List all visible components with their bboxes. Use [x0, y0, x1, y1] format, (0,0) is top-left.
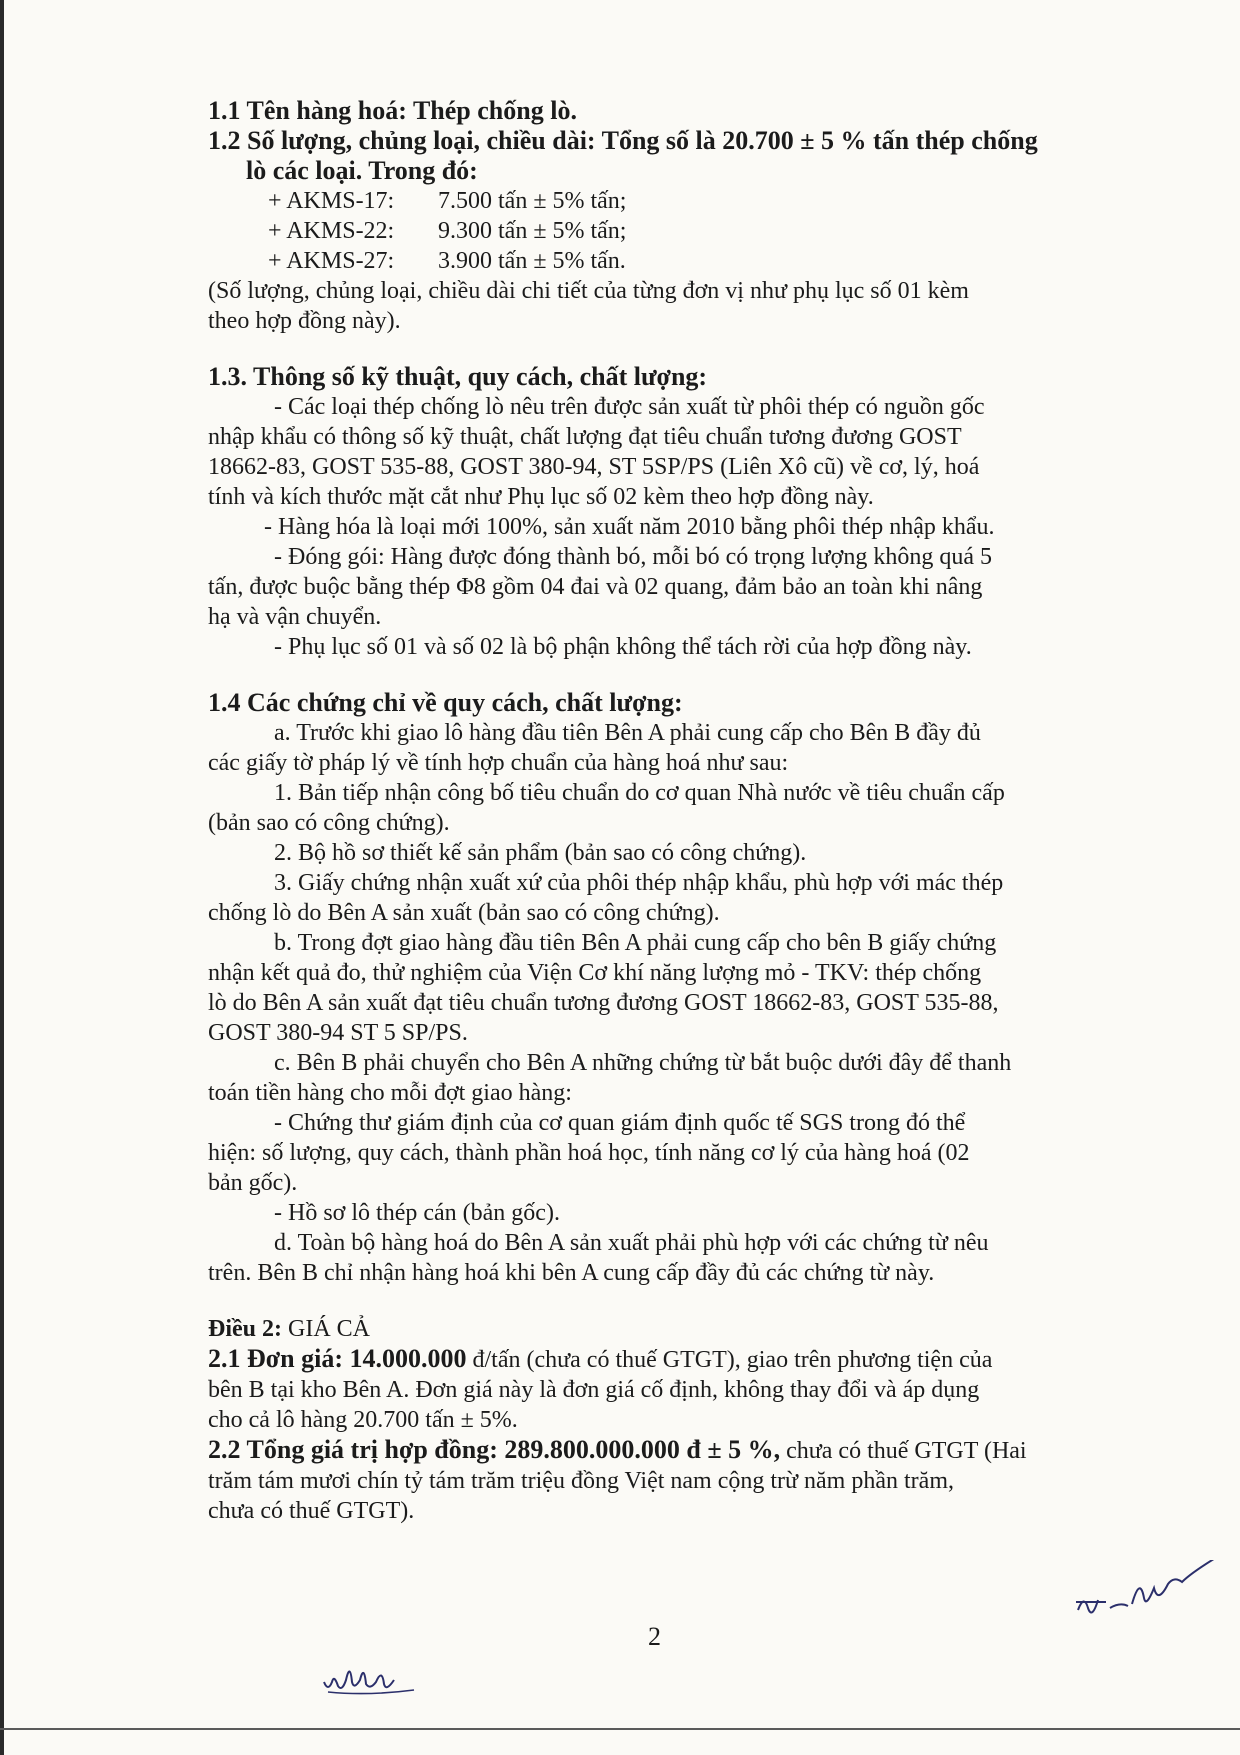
- item-code: + AKMS-27:: [268, 248, 395, 274]
- item-amount: 3.900 tấn ± 5% tấn.: [438, 248, 626, 274]
- note-line2: theo hợp đồng này).: [208, 308, 401, 334]
- list-item-akms-27: [208, 246, 1138, 276]
- paragraph-line: các giấy tờ pháp lý về tính hợp chuẩn của hàng hoá như sau:: [208, 750, 789, 776]
- page-edge: [0, 0, 4, 1755]
- paragraph-line: - Phụ lục số 01 và số 02 là bộ phận không thể tách rời của hợp đồng này.: [274, 634, 972, 660]
- list-item-akms-22: [208, 216, 1138, 246]
- paragraph-line: GOST 380-94 ST 5 SP/PS.: [208, 1020, 468, 1046]
- initials-signature-bottom: [318, 1652, 428, 1702]
- section-2-2-text: chưa có thuế GTGT (Hai: [780, 1438, 1027, 1464]
- section-2-2-line1: [208, 1435, 1138, 1466]
- item-code: + AKMS-17:: [268, 188, 395, 214]
- section-2-2-label: 2.2 Tổng giá trị hợp đồng: 289.800.000.000 đ ± 5 %,: [208, 1435, 781, 1464]
- page-bottom-line: [0, 1728, 1240, 1730]
- paragraph-line: - Đóng gói: Hàng được đóng thành bó, mỗi bó có trọng lượng không quá 5: [274, 544, 992, 570]
- paragraph-line: a. Trước khi giao lô hàng đầu tiên Bên A phải cung cấp cho Bên B đầy đủ: [274, 720, 981, 746]
- document-body: [208, 96, 1138, 1526]
- section-2-2-line3: chưa có thuế GTGT).: [208, 1498, 415, 1524]
- article-title: GIÁ CẢ: [288, 1316, 370, 1342]
- paragraph-line: - Hàng hóa là loại mới 100%, sản xuất năm 2010 bằng phôi thép nhập khẩu.: [264, 514, 995, 540]
- paragraph-line: tấn, được buộc bằng thép Φ8 gồm 04 đai và 02 quang, đảm bảo an toàn khi nâng: [208, 574, 983, 600]
- section-1-4-heading: 1.4 Các chứng chỉ về quy cách, chất lượng:: [208, 688, 683, 717]
- paragraph-line: toán tiền hàng cho mỗi đợt giao hàng:: [208, 1080, 572, 1106]
- paragraph-line: lò do Bên A sản xuất đạt tiêu chuẩn tương đương GOST 18662-83, GOST 535-88,: [208, 990, 999, 1016]
- paragraph-line: (bản sao có công chứng).: [208, 810, 450, 836]
- paragraph-line: hạ và vận chuyển.: [208, 604, 382, 630]
- section-number: 1.1: [208, 96, 241, 125]
- paragraph-line: nhập khẩu có thông số kỹ thuật, chất lượng đạt tiêu chuẩn tương đương GOST: [208, 424, 962, 450]
- section-label: Tên hàng hoá:: [246, 96, 407, 125]
- paragraph-line: 1. Bản tiếp nhận công bố tiêu chuẩn do cơ quan Nhà nước về tiêu chuẩn cấp: [274, 780, 1005, 806]
- paragraph-line: d. Toàn bộ hàng hoá do Bên A sản xuất phải phù hợp với các chứng từ nêu: [274, 1230, 989, 1256]
- paragraph-line: nhận kết quả đo, thử nghiệm của Viện Cơ khí năng lượng mỏ - TKV: thép chống: [208, 960, 982, 986]
- paragraph-line: - Các loại thép chống lò nêu trên được sản xuất từ phôi thép có nguồn gốc: [274, 394, 985, 420]
- paragraph-line: bản gốc).: [208, 1170, 298, 1196]
- item-code: + AKMS-22:: [268, 218, 395, 244]
- item-amount: 9.300 tấn ± 5% tấn;: [438, 218, 627, 244]
- article-number: Điều 2:: [208, 1316, 282, 1342]
- article-2-heading: [208, 1314, 1138, 1344]
- paragraph-line: - Chứng thư giám định của cơ quan giám định quốc tế SGS trong đó thể: [274, 1110, 966, 1136]
- section-2-1-line1: [208, 1344, 1138, 1375]
- section-1-2-line2: lò các loại. Trong đó:: [246, 156, 478, 185]
- section-2-1-text: đ/tấn (chưa có thuế GTGT), giao trên phương tiện của: [466, 1347, 993, 1373]
- paragraph-line: tính và kích thước mặt cắt như Phụ lục số 02 kèm theo hợp đồng này.: [208, 484, 874, 510]
- initials-signature-right: [1070, 1560, 1230, 1630]
- section-1-2-line1: 1.2 Số lượng, chủng loại, chiều dài: Tổng số là 20.700 ± 5 % tấn thép chống: [208, 126, 1038, 155]
- section-2-2-line2: trăm tám mươi chín tỷ tám trăm triệu đồng Việt nam cộng trừ năm phần trăm,: [208, 1468, 954, 1494]
- page-number: 2: [648, 1622, 661, 1651]
- paragraph-line: c. Bên B phải chuyển cho Bên A những chứng từ bắt buộc dưới đây để thanh: [274, 1050, 1012, 1076]
- note-line1: (Số lượng, chủng loại, chiều dài chi tiết của từng đơn vị như phụ lục số 01 kèm: [208, 278, 969, 304]
- paragraph-line: 18662-83, GOST 535-88, GOST 380-94, ST 5SP/PS (Liên Xô cũ) về cơ, lý, hoá: [208, 454, 980, 480]
- section-2-1-line2: bên B tại kho Bên A. Đơn giá này là đơn giá cố định, không thay đổi và áp dụng: [208, 1377, 980, 1403]
- list-item-akms-17: [208, 186, 1138, 216]
- paragraph-line: b. Trong đợt giao hàng đầu tiên Bên A phải cung cấp cho bên B giấy chứng: [274, 930, 997, 956]
- paragraph-line: 3. Giấy chứng nhận xuất xứ của phôi thép nhập khẩu, phù hợp với mác thép: [274, 870, 1004, 896]
- section-1-3-heading: 1.3. Thông số kỹ thuật, quy cách, chất lượng:: [208, 362, 708, 391]
- paragraph-line: chống lò do Bên A sản xuất (bản sao có công chứng).: [208, 900, 720, 926]
- paragraph-line: trên. Bên B chỉ nhận hàng hoá khi bên A cung cấp đầy đủ các chứng từ này.: [208, 1260, 935, 1286]
- section-1-1: [208, 96, 1138, 126]
- section-value: Thép chống lò.: [412, 96, 577, 125]
- section-2-1-label: 2.1 Đơn giá: 14.000.000: [208, 1344, 467, 1373]
- paragraph-line: hiện: số lượng, quy cách, thành phần hoá học, tính năng cơ lý của hàng hoá (02: [208, 1140, 970, 1166]
- item-amount: 7.500 tấn ± 5% tấn;: [438, 188, 627, 214]
- section-2-1-line3: cho cả lô hàng 20.700 tấn ± 5%.: [208, 1407, 518, 1433]
- paragraph-line: 2. Bộ hồ sơ thiết kế sản phẩm (bản sao có công chứng).: [274, 840, 807, 866]
- paragraph-line: - Hồ sơ lô thép cán (bản gốc).: [274, 1200, 560, 1226]
